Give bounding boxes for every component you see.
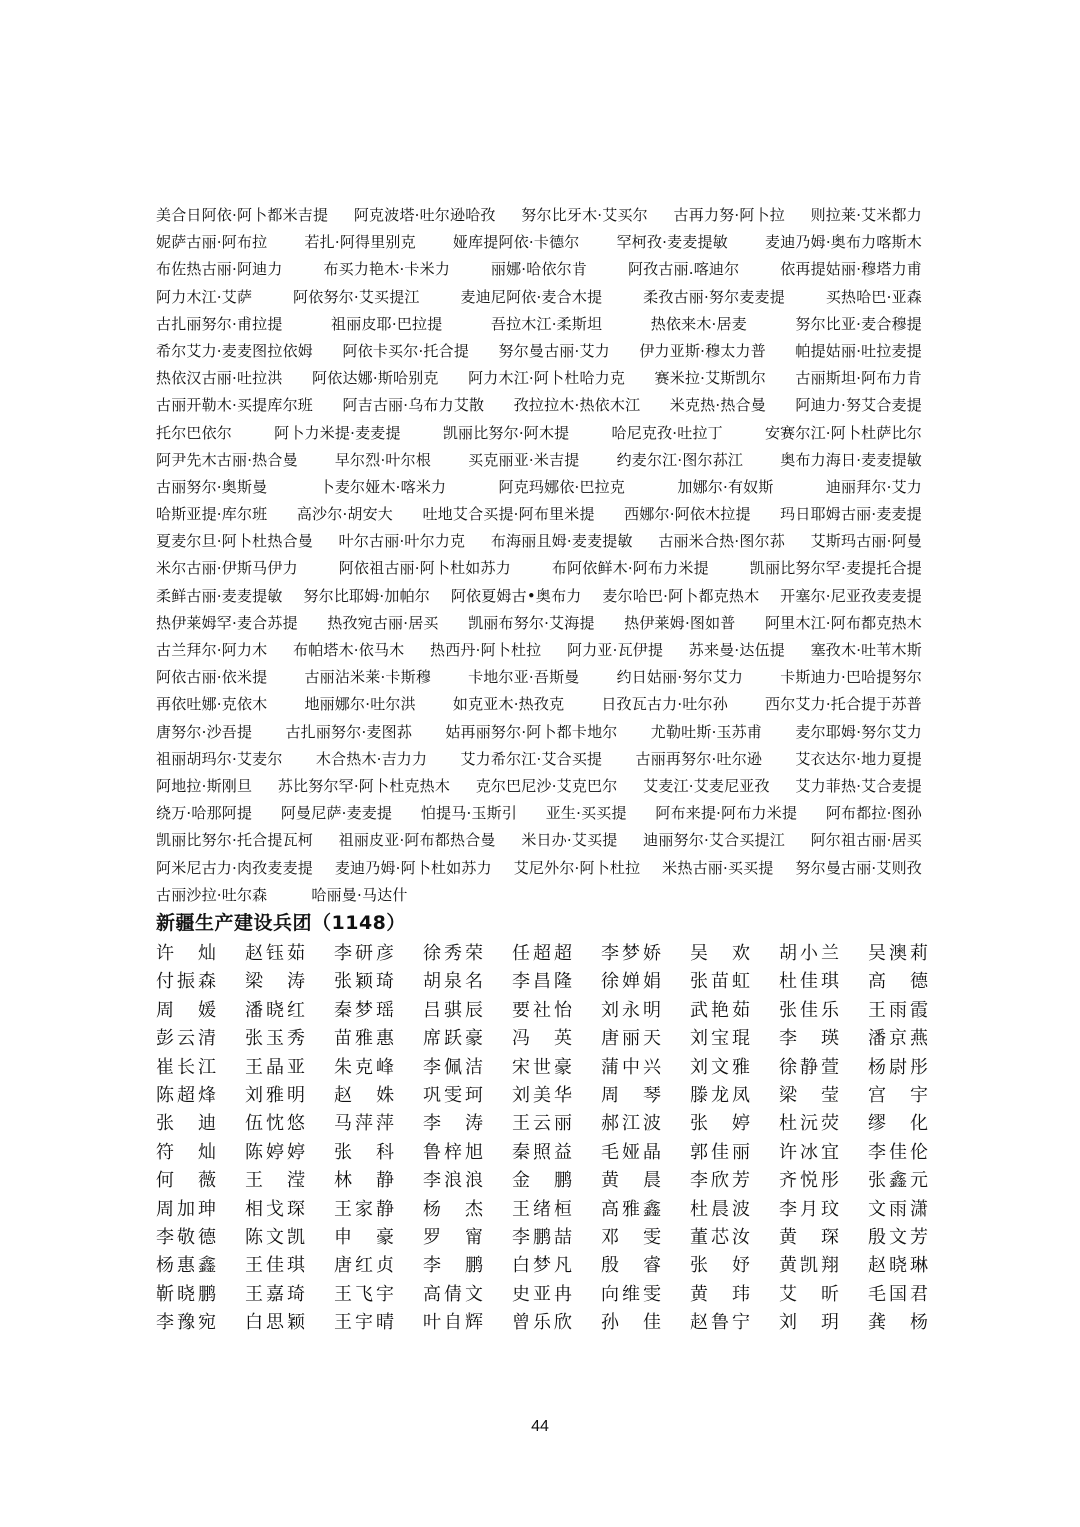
person-name: 张 婷 [690, 1113, 750, 1135]
person-name: 宫 宇 [868, 1084, 928, 1106]
person-name: 热伊莱姆·图如普 [624, 613, 736, 632]
name-line [156, 855, 946, 882]
person-name: 周 媛 [156, 999, 216, 1021]
person-name: 文雨潇 [868, 1198, 928, 1220]
person-name: 殷 睿 [601, 1255, 661, 1277]
person-name: 麦迪乃姆·阿卜杜如苏力 [334, 858, 492, 877]
person-name: 李月玟 [779, 1198, 839, 1220]
person-name: 卡地尔亚·吾斯曼 [468, 668, 580, 687]
person-name: 杨 杰 [423, 1198, 483, 1220]
person-name: 刘宝琨 [690, 1028, 750, 1050]
person-name: 夏麦尔旦·阿卜杜热合曼 [156, 532, 313, 551]
person-name: 柔孜古丽·努尔麦麦提 [643, 287, 785, 306]
person-name: 西尔艾力·托合提于苏普 [765, 695, 922, 714]
person-name: 胡泉名 [423, 971, 483, 993]
name-line [156, 882, 946, 909]
person-name: 缪 化 [868, 1113, 928, 1135]
person-name: 高 德 [868, 971, 928, 993]
person-name: 阿曼尼萨·麦麦提 [280, 804, 393, 823]
person-name: 崔长江 [156, 1056, 216, 1078]
person-name: 王晶亚 [245, 1056, 305, 1078]
person-name: 布佐热古丽·阿迪力 [156, 260, 283, 279]
names-row [156, 1054, 936, 1082]
names-row [156, 1025, 936, 1053]
name-line [156, 447, 946, 474]
person-name: 赛米拉·艾斯凯尔 [654, 369, 766, 388]
person-name: 阿里木江·阿布都克热木 [764, 613, 922, 632]
person-name: 杜佳琪 [779, 971, 839, 993]
person-name: 刘 玥 [779, 1312, 839, 1334]
person-name: 刘永明 [601, 999, 661, 1021]
person-name: 阿力木江·艾萨 [156, 287, 253, 306]
person-name: 艾 昕 [779, 1283, 839, 1305]
person-name: 罗 甯 [423, 1226, 483, 1248]
person-name: 柔鲜古丽·麦麦提敏 [156, 586, 283, 605]
person-name: 古丽努尔·奥斯曼 [156, 477, 268, 496]
person-name: 梁 涛 [245, 971, 305, 993]
person-name: 李佩洁 [423, 1056, 483, 1078]
person-name: 希尔艾力·麦麦图拉依姆 [156, 341, 313, 360]
person-name: 古丽斯坦·阿布力肯 [795, 369, 922, 388]
person-name: 李鹏喆 [512, 1226, 572, 1248]
person-name: 周 琴 [601, 1084, 661, 1106]
person-name: 张玉秀 [245, 1028, 305, 1050]
person-name: 王家静 [334, 1198, 394, 1220]
person-name: 武艳茹 [690, 999, 750, 1021]
person-name: 许冰宜 [779, 1141, 839, 1163]
names-row [156, 1082, 936, 1110]
person-name: 阿迪力·努艾合麦提 [795, 396, 922, 415]
person-name: 地丽娜尔·吐尔洪 [304, 695, 416, 714]
person-name: 哈斯亚提·库尔班 [156, 505, 268, 524]
person-name: 陈超烽 [156, 1084, 216, 1106]
person-name: 毛国君 [868, 1283, 928, 1305]
person-name: 席跃豪 [423, 1028, 483, 1050]
person-name: 再依吐娜·克依木 [156, 695, 268, 714]
person-name: 凯丽比努尔·托合提瓦柯 [156, 831, 313, 850]
person-name: 凯丽布努尔·艾海提 [468, 613, 595, 632]
person-name: 卡斯迪力·巴哈提努尔 [780, 668, 922, 687]
name-line [156, 528, 946, 555]
person-name: 朱克峰 [334, 1056, 394, 1078]
person-name: 白梦凡 [512, 1255, 572, 1277]
person-name: 杨尉彤 [868, 1056, 928, 1078]
names-row [156, 1224, 936, 1252]
person-name: 张佳乐 [779, 999, 839, 1021]
person-name: 娅库提阿依·卡德尔 [452, 233, 580, 252]
person-name: 热西丹·阿卜杜拉 [430, 641, 542, 659]
person-name: 陈婷婷 [245, 1141, 305, 1163]
person-name: 刘美华 [512, 1084, 572, 1106]
person-name: 买热哈巴·亚森 [825, 287, 922, 306]
name-line [156, 637, 946, 664]
person-name: 则拉莱·艾米都力 [810, 206, 922, 224]
person-name: 古丽开勒木·买提库尔班 [156, 396, 313, 415]
person-name: 阿尹先木古丽·热合曼 [156, 450, 298, 469]
person-name: 米尔古丽·伊斯马伊力 [156, 559, 298, 578]
name-line [156, 202, 946, 229]
person-name: 李佳伦 [868, 1141, 928, 1163]
person-name: 刘雅明 [245, 1084, 305, 1106]
person-name: 米克热·热合曼 [669, 396, 766, 415]
person-name: 白思颖 [245, 1312, 305, 1334]
person-name: 美合日阿依·阿卜都米吉提 [156, 206, 329, 224]
names-row [156, 1110, 936, 1138]
name-line [156, 773, 946, 800]
name-line [156, 583, 946, 610]
person-name: 秦照益 [512, 1141, 572, 1163]
person-name: 李 鹏 [423, 1255, 483, 1277]
person-name: 尤勒吐斯·玉苏甫 [650, 722, 763, 741]
person-name: 要社怡 [512, 999, 572, 1021]
person-name: 赵晓琳 [868, 1255, 928, 1277]
person-name: 阿地拉·斯刚旦 [156, 776, 253, 795]
person-name: 古丽米合热·图尔荪 [658, 532, 785, 551]
person-name: 古扎丽努尔·甫拉提 [156, 314, 283, 333]
person-name: 高倩文 [423, 1283, 483, 1305]
person-name: 阿孜古丽.喀迪尔 [627, 260, 740, 279]
person-name: 塞孜木·吐苇木斯 [810, 641, 922, 659]
person-name: 刘文雅 [690, 1056, 750, 1078]
person-name: 热依来木·居麦 [650, 314, 747, 333]
person-name: 龚 杨 [868, 1312, 928, 1334]
person-name: 王宇晴 [334, 1312, 394, 1334]
person-name: 热依汉古丽·吐拉洪 [156, 369, 283, 388]
person-name: 凯丽比努尔罕·麦提托合提 [749, 559, 922, 578]
names-row [156, 1252, 936, 1280]
person-name: 阿米尼古力·肉孜麦麦提 [156, 858, 313, 877]
person-name: 阿依努尔·艾买提江 [293, 287, 420, 306]
person-name: 伊力亚斯·穆太力普 [639, 341, 766, 360]
person-name: 唐红贞 [334, 1255, 394, 1277]
person-name: 马萍萍 [334, 1113, 394, 1135]
person-name: 艾斯玛古丽·阿曼 [810, 532, 922, 551]
person-name: 艾力菲热·艾合麦提 [795, 776, 922, 795]
person-name: 妮萨古丽·阿布拉 [156, 233, 268, 252]
person-name: 艾尼外尔·阿卜杜拉 [513, 858, 641, 877]
person-name: 阿依祖古丽·阿卜杜如苏力 [338, 559, 511, 578]
person-name: 若扎·阿得里别克 [304, 233, 416, 252]
person-name: 赵鲁宁 [690, 1312, 750, 1334]
person-name: 怕提马·玉斯引 [420, 804, 518, 823]
name-line [156, 256, 946, 283]
person-name: 古丽沙拉·吐尔森 [156, 885, 268, 904]
person-name: 布买力艳木·卡米力 [323, 260, 451, 279]
person-name: 日孜瓦古力·吐尔孙 [601, 695, 728, 714]
person-name: 相戈琛 [245, 1198, 305, 1220]
names-row [156, 1281, 936, 1309]
name-line [156, 392, 946, 419]
name-line [156, 284, 946, 311]
person-name: 买克丽亚·米吉提 [468, 450, 580, 469]
person-name: 帕提姑丽·吐拉麦提 [795, 341, 922, 360]
person-name: 齐悦彤 [779, 1170, 839, 1192]
person-name: 姑再丽努尔·阿卜都卡地尔 [445, 722, 618, 741]
person-name: 布帕塔木·依马木 [293, 641, 405, 659]
person-name: 迪丽拜尔·艾力 [825, 477, 922, 496]
person-name: 苏比努尔罕·阿卜杜克热木 [277, 776, 451, 795]
person-name: 吴澳莉 [868, 943, 928, 964]
names-row [156, 968, 936, 996]
person-name: 史亚冉 [512, 1283, 572, 1305]
person-name: 古再力努·阿卜拉 [673, 206, 785, 224]
person-name: 古丽再努尔·吐尔逊 [635, 749, 763, 768]
person-name: 约日姑丽·努尔艾力 [616, 668, 744, 687]
person-name: 阿布都拉·图孙 [825, 804, 922, 823]
person-name: 黄 琛 [779, 1226, 839, 1248]
person-name: 鲁梓旭 [423, 1141, 483, 1163]
person-name: 阿尔祖古丽·居买 [810, 831, 922, 850]
person-name: 阿吉古丽·乌布力艾散 [342, 396, 485, 415]
person-name: 艾麦江·艾麦尼亚孜 [643, 776, 770, 795]
person-name: 阿克玛娜依·巴拉克 [498, 477, 626, 496]
person-name: 靳晓鹏 [156, 1283, 216, 1305]
person-name: 唐努尔·沙吾提 [156, 722, 253, 741]
person-name: 约麦尔江·图尔荪江 [616, 450, 744, 469]
person-name: 申 豪 [334, 1226, 394, 1248]
person-name: 祖丽皮亚·阿布都热合曼 [338, 831, 496, 850]
person-name: 布海丽且姆·麦麦提敏 [490, 532, 633, 551]
person-name: 李 瑛 [779, 1028, 839, 1050]
person-name: 阿力木江·阿卜杜哈力克 [468, 369, 626, 388]
person-name: 胡小兰 [779, 943, 839, 964]
person-name: 郭佳丽 [690, 1141, 750, 1163]
person-name: 张鑫元 [868, 1170, 928, 1192]
person-name: 张 迪 [156, 1113, 216, 1135]
person-name: 徐秀荣 [423, 943, 483, 964]
person-name: 凯丽比努尔·阿木提 [442, 423, 570, 442]
person-name: 周加珅 [156, 1198, 216, 1220]
person-name: 努尔比亚·麦合穆提 [795, 314, 922, 333]
person-name: 巩雯珂 [423, 1084, 483, 1106]
person-name: 李豫宛 [156, 1312, 216, 1334]
person-name: 邓 雯 [601, 1226, 661, 1248]
person-name: 麦尔耶姆·努尔艾力 [795, 722, 922, 741]
names-row [156, 997, 936, 1025]
person-name: 奥布力海日·麦麦提敏 [780, 450, 922, 469]
name-line [156, 555, 946, 582]
name-line [156, 800, 946, 827]
person-name: 潘京燕 [868, 1028, 928, 1050]
name-line [156, 338, 946, 365]
person-name: 张苗虹 [690, 971, 750, 993]
person-name: 王 滢 [245, 1170, 305, 1192]
person-name: 曾乐欣 [512, 1312, 572, 1334]
person-name: 孜拉拉木·热依木江 [513, 396, 641, 415]
person-name: 付振森 [156, 971, 216, 993]
person-name: 徐婵娟 [601, 971, 661, 993]
name-line [156, 474, 946, 501]
person-name: 杜晨波 [690, 1198, 750, 1220]
person-name: 高雅鑫 [601, 1198, 661, 1220]
person-name: 祖丽胡玛尔·艾麦尔 [156, 749, 283, 768]
person-name: 符 灿 [156, 1141, 216, 1163]
person-name: 热孜宛古丽·居买 [327, 613, 439, 632]
person-name: 加娜尔·有奴斯 [677, 477, 774, 496]
person-name: 陈文凯 [245, 1226, 305, 1248]
person-name: 许 灿 [156, 943, 216, 964]
person-name: 向维雯 [601, 1283, 661, 1305]
name-line [156, 691, 946, 718]
person-name: 努尔比耶姆·加帕尔 [303, 586, 430, 605]
names-row [156, 1167, 936, 1195]
person-name: 阿依古丽·依米提 [156, 668, 268, 687]
person-name: 王云丽 [512, 1113, 572, 1135]
person-name: 艾力希尔江·艾合买提 [460, 749, 603, 768]
names-grid [156, 940, 936, 1337]
person-name: 徐静萱 [779, 1056, 839, 1078]
person-name: 宋世豪 [512, 1056, 572, 1078]
person-name: 罕柯孜·麦麦提敏 [616, 233, 728, 252]
person-name: 王嘉琦 [245, 1283, 305, 1305]
person-name: 苗雅惠 [334, 1028, 394, 1050]
person-name: 潘晓红 [245, 999, 305, 1021]
person-name: 蒲中兴 [601, 1056, 661, 1078]
person-name: 古兰拜尔·阿力木 [156, 641, 268, 659]
person-name: 黄凯翔 [779, 1255, 839, 1277]
name-line [156, 719, 946, 746]
person-name: 黄 玮 [690, 1283, 750, 1305]
person-name: 孙 佳 [601, 1312, 661, 1334]
person-name: 李 涛 [423, 1113, 483, 1135]
person-name: 叶自辉 [423, 1312, 483, 1334]
person-name: 杨惠鑫 [156, 1255, 216, 1277]
person-name: 麦迪尼阿依·麦合木提 [460, 287, 603, 306]
person-name: 阿布来提·阿布力米提 [655, 804, 798, 823]
person-name: 布阿依鲜木·阿布力米提 [551, 559, 709, 578]
person-name: 祖丽皮耶·巴拉提 [331, 314, 443, 333]
person-name: 李欣芳 [690, 1170, 750, 1192]
person-name: 艾衣达尔·地力夏提 [795, 749, 922, 768]
person-name: 王绪桓 [512, 1198, 572, 1220]
person-name: 董芯汝 [690, 1226, 750, 1248]
name-line [156, 827, 946, 854]
person-name: 郝江波 [601, 1113, 661, 1135]
person-name: 李敬德 [156, 1226, 216, 1248]
person-name: 林 静 [334, 1170, 394, 1192]
person-name: 哈丽曼·马达什 [311, 885, 408, 904]
person-name: 古扎丽努尔·麦图荪 [285, 722, 413, 741]
person-name: 高沙尔·胡安大 [296, 505, 394, 524]
person-name: 麦迪乃姆·奥布力喀斯木 [765, 233, 922, 252]
person-name: 木合热木·吉力力 [315, 749, 428, 768]
names-row [156, 1196, 936, 1224]
person-name: 王雨霞 [868, 999, 928, 1021]
names-row [156, 1139, 936, 1167]
person-name: 丽娜·哈依尔肯 [490, 260, 588, 279]
person-name: 米热古丽·买买提 [662, 858, 774, 877]
person-name: 秦梦瑶 [334, 999, 394, 1021]
person-name: 彭云清 [156, 1028, 216, 1050]
page-number: 44 [531, 1418, 549, 1435]
person-name: 王飞宇 [334, 1283, 394, 1305]
person-name: 李浪浪 [423, 1170, 483, 1192]
person-name: 阿克波塔·吐尔逊哈孜 [353, 206, 496, 224]
person-name: 努尔曼古丽·艾则孜 [795, 858, 922, 877]
person-name: 绕万·哈那阿提 [156, 804, 253, 823]
person-name: 如克亚木·热孜克 [452, 695, 565, 714]
name-line [156, 311, 946, 338]
section-title: 新疆生产建设兵团（1148） [156, 912, 406, 934]
name-line [156, 746, 946, 773]
person-name: 麦尔哈巴·阿卜都克热木 [602, 586, 760, 605]
person-name: 李昌隆 [512, 971, 572, 993]
name-line [156, 420, 946, 447]
person-name: 阿力亚·瓦伊提 [567, 641, 664, 659]
name-list-continued [156, 202, 946, 909]
person-name: 玛日耶姆古丽·麦麦提 [780, 505, 922, 524]
person-name: 张 妤 [690, 1255, 750, 1277]
person-name: 李梦娇 [601, 943, 661, 964]
person-name: 米日办·艾买提 [521, 831, 618, 850]
person-name: 杜沅荧 [779, 1113, 839, 1135]
person-name: 赵 姝 [334, 1084, 394, 1106]
person-name: 叶尔古丽·叶尔力克 [338, 532, 466, 551]
names-row [156, 940, 936, 968]
person-name: 唐丽天 [601, 1028, 661, 1050]
person-name: 阿依卡买尔·托合提 [342, 341, 470, 360]
person-name: 托尔巴依尔 [156, 423, 233, 442]
person-name: 开塞尔·尼亚孜麦麦提 [780, 586, 922, 605]
person-name: 王佳琪 [245, 1255, 305, 1277]
person-name: 苏来曼·达伍提 [688, 641, 785, 659]
person-name: 努尔曼古丽·艾力 [498, 341, 610, 360]
person-name: 李研彦 [334, 943, 394, 964]
names-row [156, 1309, 936, 1337]
person-name: 哈尼克孜·吐拉丁 [611, 423, 723, 442]
person-name: 早尔烈·叶尔根 [334, 450, 432, 469]
person-name: 任超超 [512, 943, 572, 964]
person-name: 克尔巴尼沙·艾克巴尔 [475, 776, 618, 795]
person-name: 金 鹏 [512, 1170, 572, 1192]
person-name: 吐地艾合买提·阿布里米提 [422, 505, 595, 524]
person-name: 安赛尔江·阿卜杜萨比尔 [764, 423, 922, 442]
person-name: 毛娅晶 [601, 1141, 661, 1163]
person-name: 何 薇 [156, 1170, 216, 1192]
person-name: 依再提姑丽·穆塔力甫 [780, 260, 922, 279]
person-name: 古丽沾米莱·卡斯穆 [304, 668, 432, 687]
person-name: 西娜尔·阿依木拉提 [624, 505, 751, 524]
person-name: 亚生·买买提 [545, 804, 627, 823]
person-name: 阿依夏姆古•奥布力 [450, 586, 582, 605]
person-name: 吾拉木江·柔斯坦 [490, 314, 603, 333]
person-name: 梁 莹 [779, 1084, 839, 1106]
person-name: 阿卜力米提·麦麦提 [274, 423, 401, 442]
person-name: 黄 晨 [601, 1170, 661, 1192]
name-line [156, 610, 946, 637]
person-name: 卜麦尔娅木·喀米力 [319, 477, 447, 496]
person-name: 滕龙凤 [690, 1084, 750, 1106]
person-name: 努尔比牙木·艾买尔 [521, 206, 648, 224]
person-name: 张 科 [334, 1141, 394, 1163]
name-line [156, 501, 946, 528]
person-name: 伍忱悠 [245, 1113, 305, 1135]
person-name: 热伊莱姆罕·麦合苏提 [156, 613, 298, 632]
name-line [156, 365, 946, 392]
person-name: 冯 英 [512, 1028, 572, 1050]
person-name: 殷文芳 [868, 1226, 928, 1248]
person-name: 张颖琦 [334, 971, 394, 993]
name-line [156, 664, 946, 691]
person-name: 吕骐辰 [423, 999, 483, 1021]
person-name: 迪丽努尔·艾合买提江 [643, 831, 785, 850]
person-name: 阿依达娜·斯哈别克 [312, 369, 439, 388]
person-name: 吴 欢 [690, 943, 750, 964]
person-name: 赵钰茹 [245, 943, 305, 964]
name-line [156, 229, 946, 256]
